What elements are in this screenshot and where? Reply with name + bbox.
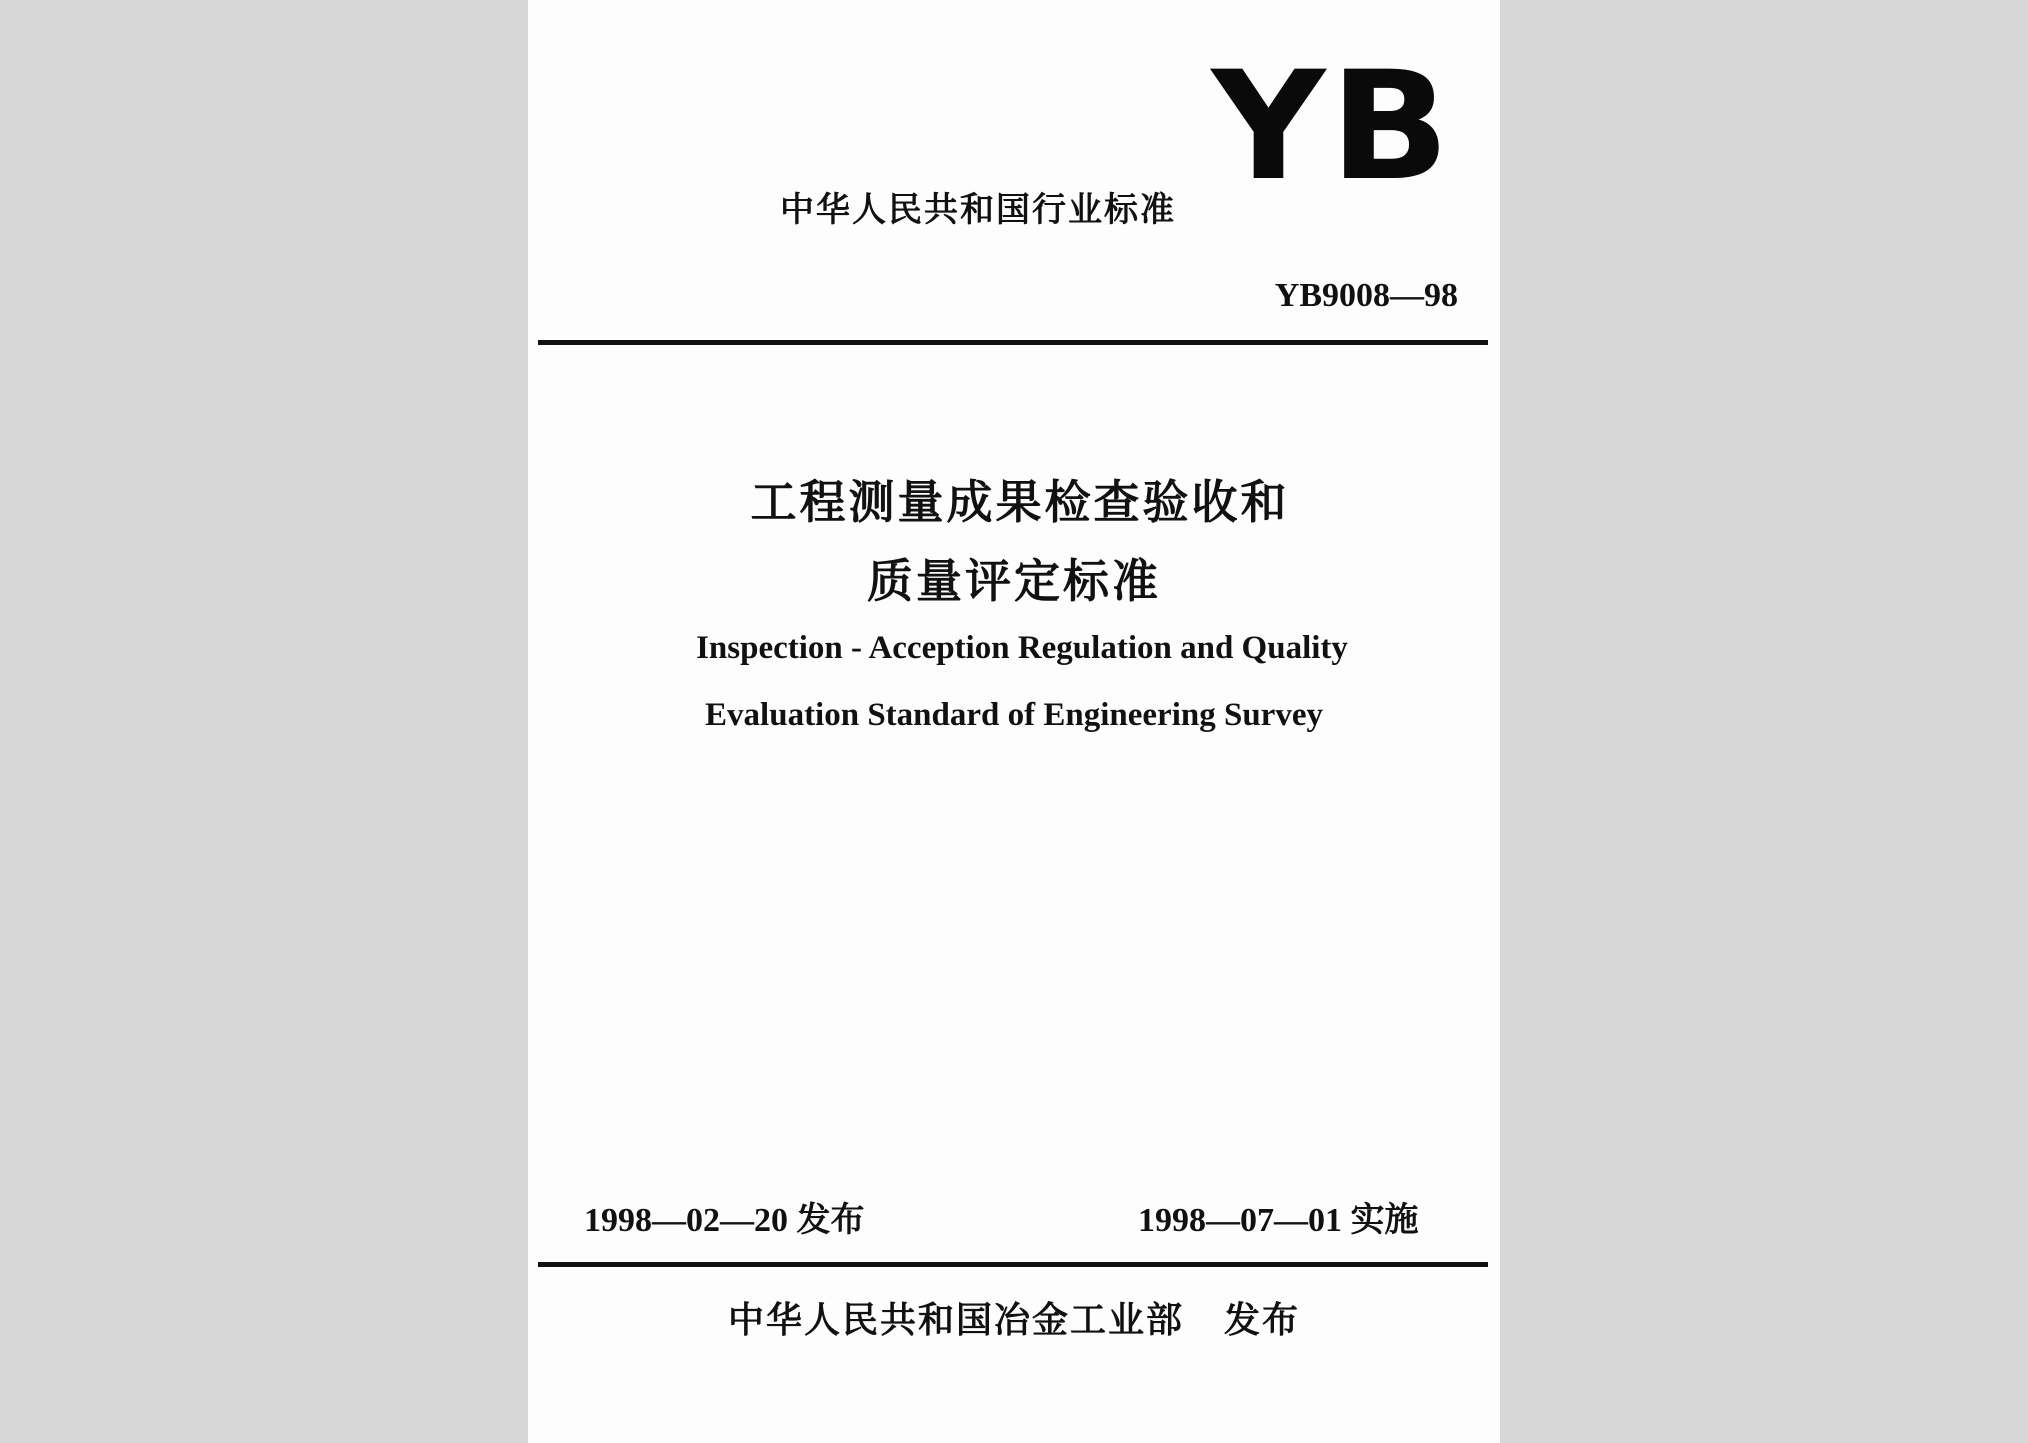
implementation-date: 1998—07—01 实施 bbox=[1138, 1202, 1419, 1239]
industry-standard-heading: 中华人民共和国行业标准 bbox=[780, 190, 1176, 230]
publish-label: 发布 bbox=[1224, 1300, 1301, 1341]
top-divider bbox=[538, 340, 1488, 345]
bottom-divider bbox=[538, 1262, 1488, 1267]
title-en-line1: Inspection - Acception Regulation and Quality bbox=[696, 630, 1348, 666]
publisher-name: 中华人民共和国冶金工业部 bbox=[727, 1300, 1184, 1341]
title-cn-line1: 工程测量成果检查验收和 bbox=[750, 475, 1290, 529]
issue-date: 1998—02—20 发布 bbox=[584, 1202, 865, 1239]
yb-logo: YB bbox=[1211, 40, 1454, 214]
title-cn-line2: 质量评定标准 bbox=[867, 554, 1161, 608]
standard-code: YB9008—98 bbox=[1274, 277, 1458, 314]
publisher-line bbox=[528, 1292, 1500, 1343]
document-page bbox=[528, 0, 1500, 1443]
title-en-line2: Evaluation Standard of Engineering Survey bbox=[705, 697, 1323, 733]
